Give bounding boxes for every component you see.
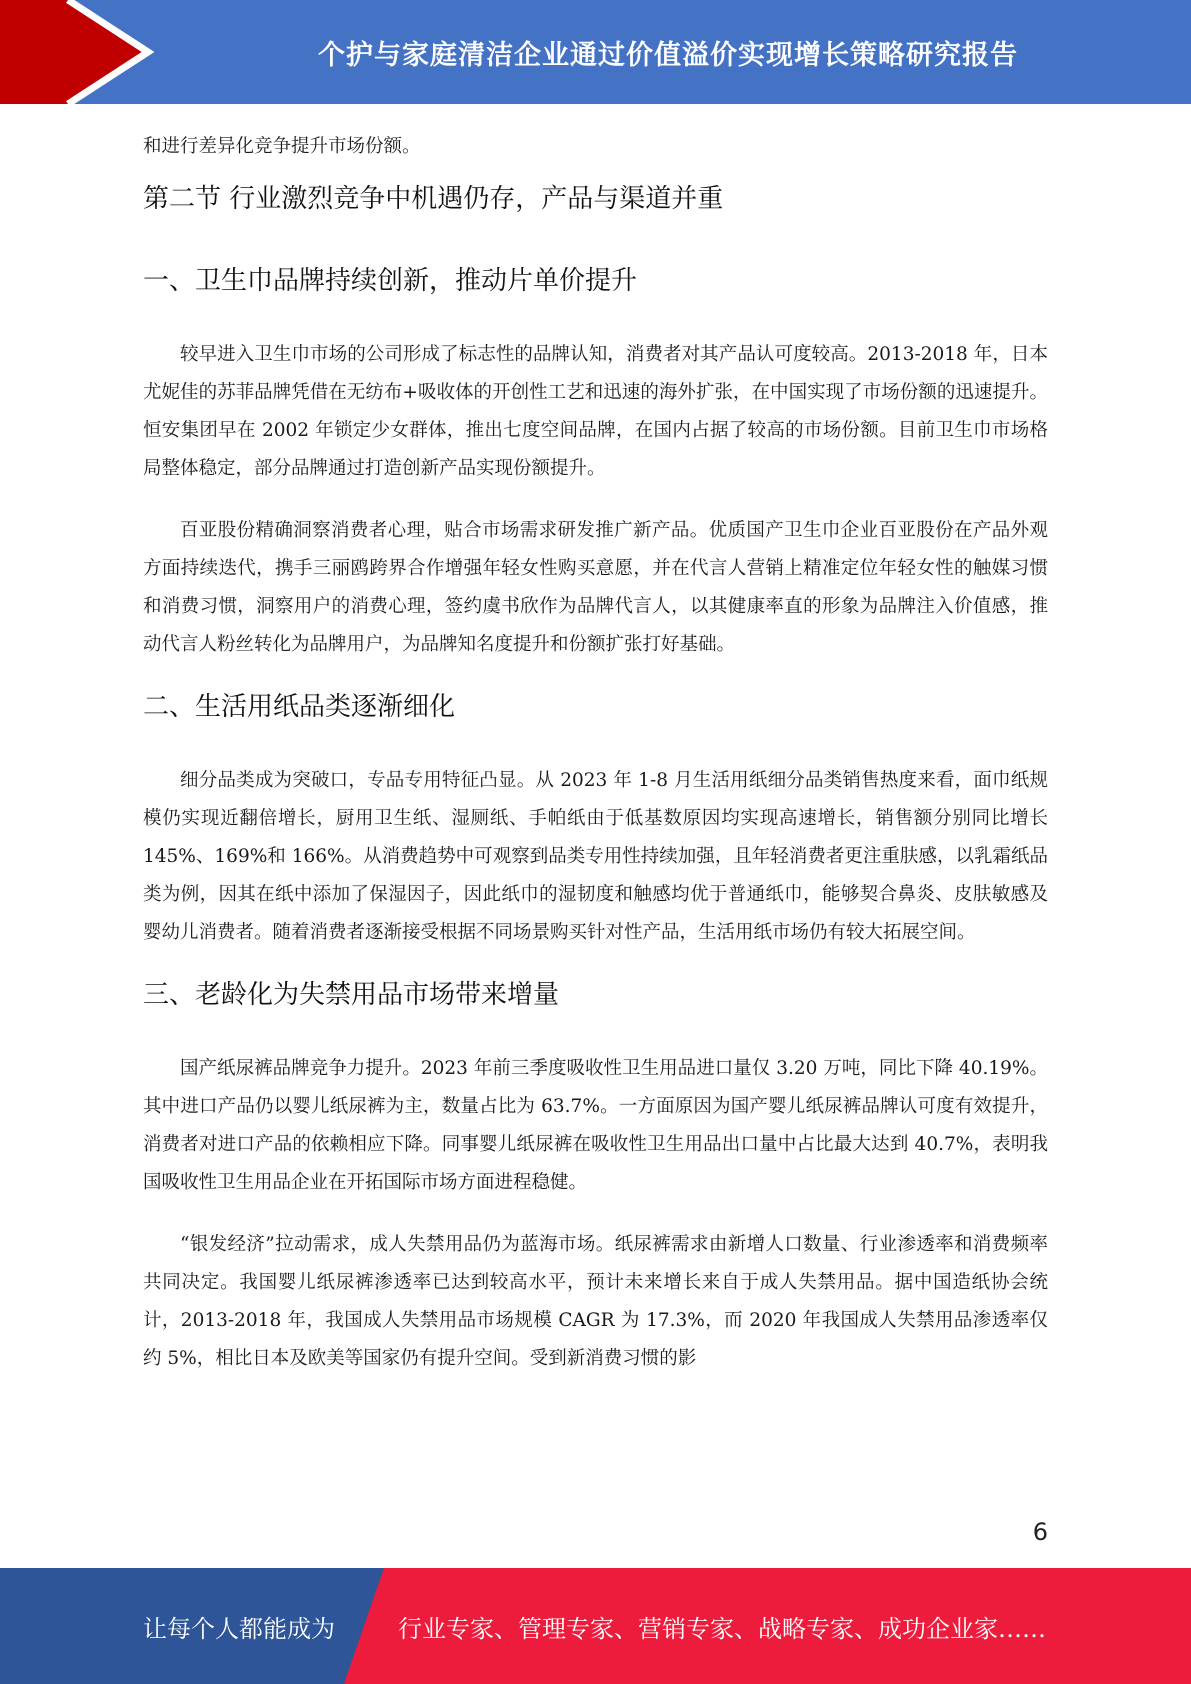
document-body: [143, 128, 1048, 1378]
page-footer: [0, 1568, 1191, 1684]
subsection-heading-tissue-paper: 二、生活用纸品类逐渐细化: [143, 692, 456, 722]
header-red-chevron: [0, 0, 148, 104]
lead-paragraph: 和进行差异化竞争提升市场份额。: [143, 136, 421, 157]
page-number: 6: [1032, 1518, 1048, 1546]
paragraph: 国产纸尿裤品牌竞争力提升。2023 年前三季度吸收性卫生用品进口量仅 3.20 万吨，同比下降 40.19%。其中进口产品仍以婴儿纸尿裤为主，数量占比为 63.7%。一方面原因为国产婴儿纸尿裤品牌认可度有效提升，消费者对进口产品的依赖相应下降。同事婴儿纸尿裤在吸收性卫生用品出口量中占比最大达到 40.7%，表明我国吸收性卫生用品企业在开拓国际市场方面进程稳健。: [143, 1058, 1048, 1193]
subsection-heading-sanitary-pads: 一、卫生巾品牌持续创新，推动片单价提升: [143, 266, 638, 296]
header-bottom-line: [0, 104, 1191, 110]
footer-slogan-left: 让每个人都能成为: [143, 1614, 335, 1643]
section-heading: 第二节 行业激烈竞争中机遇仍存，产品与渠道并重: [143, 184, 724, 214]
paragraph: “银发经济”拉动需求，成人失禁用品仍为蓝海市场。纸尿裤需求由新增人口数量、行业渗透率和消费频率共同决定。我国婴儿纸尿裤渗透率已达到较高水平，预计未来增长来自于成人失禁用品。据中国造纸协会统计，2013-2018 年，我国成人失禁用品市场规模 CAGR 为 17.3%，而 2020 年我国成人失禁用品渗透率仅约 5%，相比日本及欧美等国家仍有提升空间。受到新消费习惯的影: [143, 1234, 1048, 1369]
paragraph: 较早进入卫生巾市场的公司形成了标志性的品牌认知，消费者对其产品认可度较高。2013-2018 年，日本尤妮佳的苏菲品牌凭借在无纺布+吸收体的开创性工艺和迅速的海外扩张，在中国实现了市场份额的迅速提升。恒安集团早在 2002 年锁定少女群体，推出七度空间品牌，在国内占据了较高的市场份额。目前卫生巾市场格局整体稳定，部分品牌通过打造创新产品实现份额提升。: [143, 344, 1048, 479]
report-title: 个护与家庭清洁企业通过价值溢价实现增长策略研究报告: [318, 39, 1018, 71]
paragraph: 细分品类成为突破口，专品专用特征凸显。从 2023 年 1-8 月生活用纸细分品类销售热度来看，面巾纸规模仍实现近翻倍增长，厨用卫生纸、湿厕纸、手帕纸由于低基数原因均实现高速增长，销售额分别同比增长 145%、169%和 166%。从消费趋势中可观察到品类专用性持续加强，且年轻消费者更注重肤感，以乳霜纸品类为例，因其在纸中添加了保湿因子，因此纸巾的湿韧度和触感均优于普通纸巾，能够契合鼻炎、皮肤敏感及婴幼儿消费者。随着消费者逐渐接受根据不同场景购买针对性产品，生活用纸市场仍有较大拓展空间。: [143, 770, 1048, 943]
footer-slogan-right: 行业专家、管理专家、营销专家、战略专家、成功企业家……: [398, 1614, 1046, 1643]
paragraph: 百亚股份精确洞察消费者心理，贴合市场需求研发推广新产品。优质国产卫生巾企业百亚股份在产品外观方面持续迭代，携手三丽鸥跨界合作增强年轻女性购买意愿，并在代言人营销上精准定位年轻女性的触媒习惯和消费习惯，洞察用户的消费心理，签约虞书欣作为品牌代言人，以其健康率直的形象为品牌注入价值感，推动代言人粉丝转化为品牌用户，为品牌知名度提升和份额扩张打好基础。: [143, 520, 1048, 655]
page-header: [0, 0, 1191, 110]
subsection-heading-incontinence: 三、老龄化为失禁用品市场带来增量: [143, 980, 560, 1010]
